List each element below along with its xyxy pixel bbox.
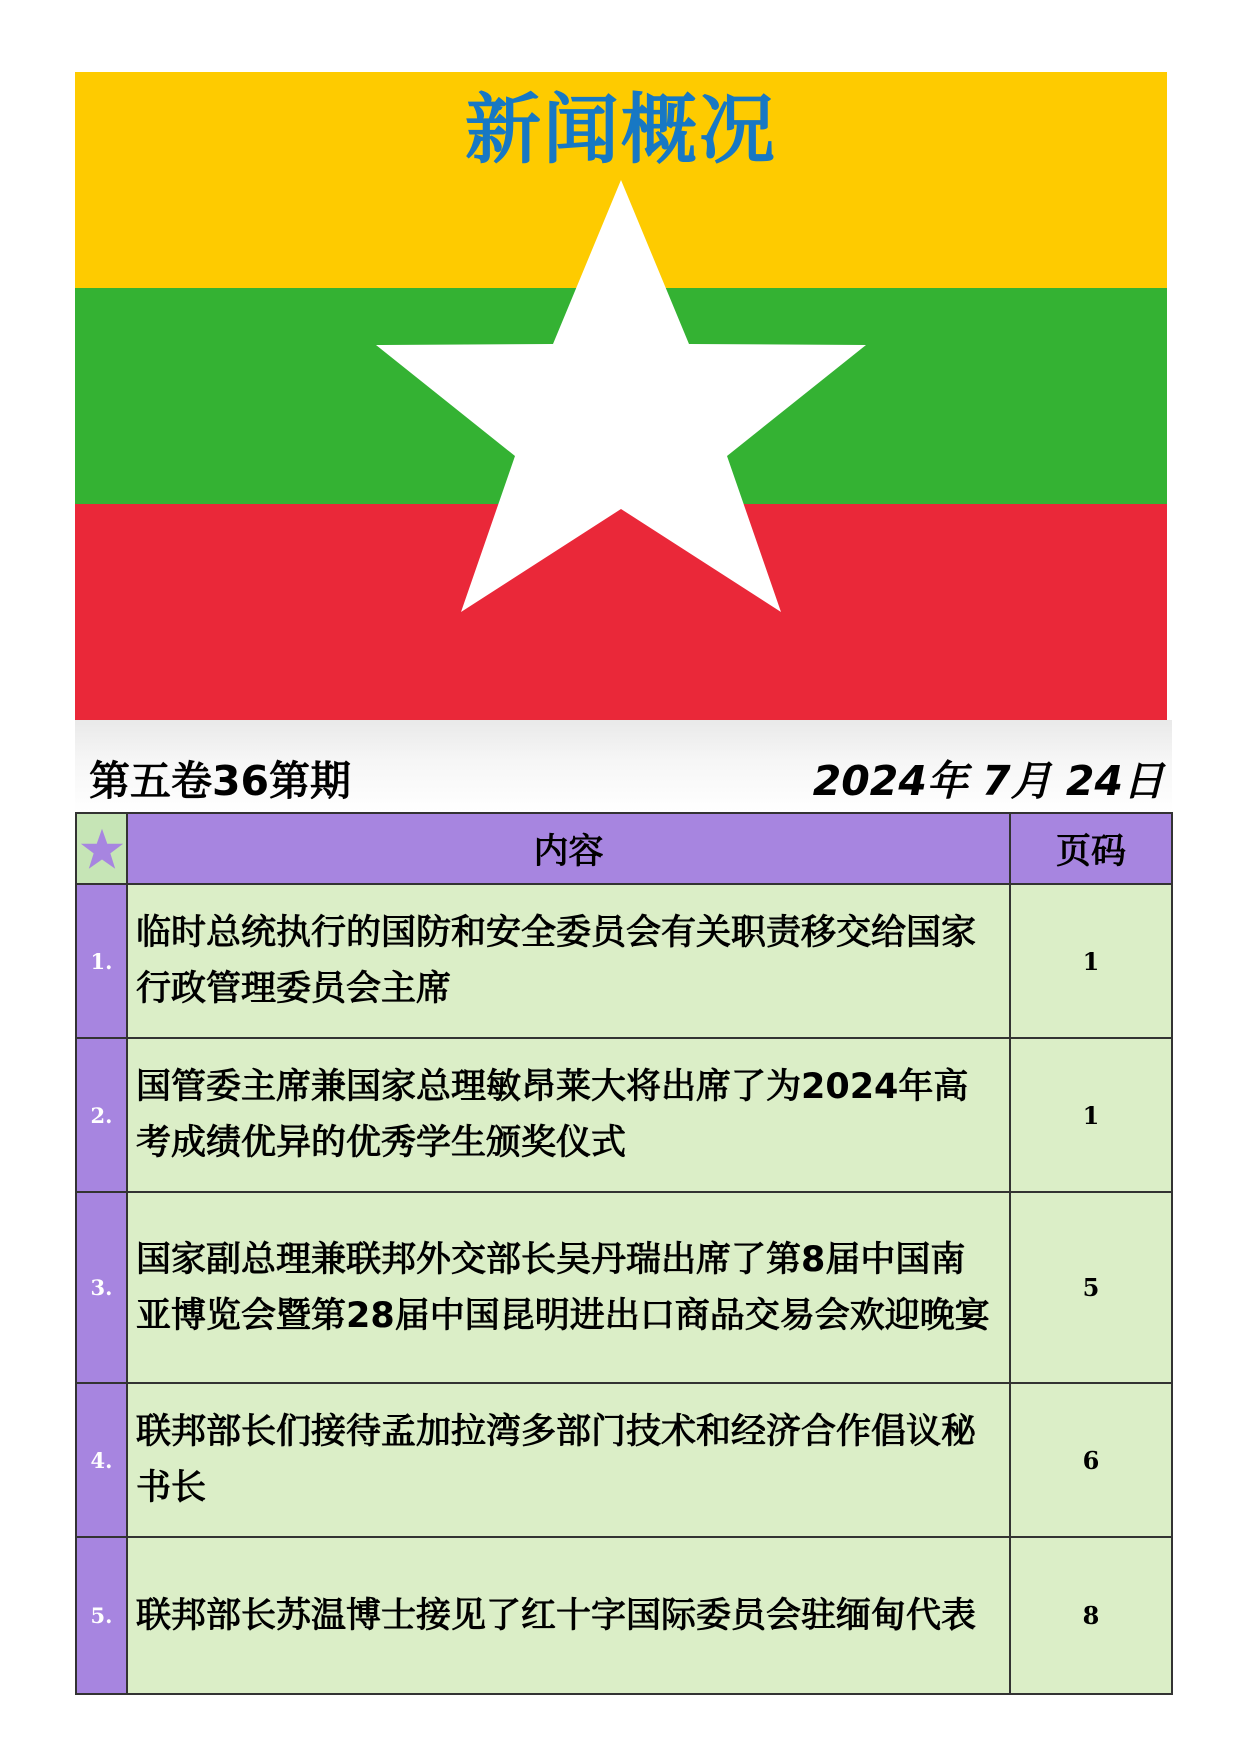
row-page: 6 xyxy=(1010,1383,1172,1537)
row-number: 4. xyxy=(76,1383,127,1537)
row-number: 3. xyxy=(76,1192,127,1383)
row-content[interactable]: 联邦部长苏温博士接见了红十字国际委员会驻缅甸代表 xyxy=(127,1537,1010,1694)
table-row[interactable] xyxy=(76,1537,1172,1694)
issue-date: 2024年 7月 24日 xyxy=(812,757,1164,805)
flag-stripe-red xyxy=(75,504,1167,720)
row-number: 2. xyxy=(76,1038,127,1192)
contents-table xyxy=(75,812,1173,1695)
row-page: 8 xyxy=(1010,1537,1172,1694)
row-content[interactable]: 国家副总理兼联邦外交部长吴丹瑞出席了第8届中国南亚博览会暨第28届中国昆明进出口商品交易会欢迎晚宴 xyxy=(127,1192,1010,1383)
row-number: 1. xyxy=(76,884,127,1038)
row-page: 1 xyxy=(1010,884,1172,1038)
table-row[interactable] xyxy=(76,1192,1172,1383)
row-content[interactable]: 国管委主席兼国家总理敏昂莱大将出席了为2024年高考成绩优异的优秀学生颁奖仪式 xyxy=(127,1038,1010,1192)
content-column-header: 内容 xyxy=(127,813,1010,884)
row-page: 5 xyxy=(1010,1192,1172,1383)
issue-volume: 第五卷36第期 xyxy=(89,757,352,805)
table-row[interactable] xyxy=(76,884,1172,1038)
contents-header-row xyxy=(76,813,1172,884)
page-column-header: 页码 xyxy=(1010,813,1172,884)
issue-bar xyxy=(75,720,1172,812)
row-page: 1 xyxy=(1010,1038,1172,1192)
star-header-cell xyxy=(76,813,127,884)
row-number: 5. xyxy=(76,1537,127,1694)
table-row[interactable] xyxy=(76,1038,1172,1192)
row-content[interactable]: 联邦部长们接待孟加拉湾多部门技术和经济合作倡议秘书长 xyxy=(127,1383,1010,1537)
table-row[interactable] xyxy=(76,1383,1172,1537)
row-content[interactable]: 临时总统执行的国防和安全委员会有关职责移交给国家行政管理委员会主席 xyxy=(127,884,1010,1038)
star-icon xyxy=(80,827,124,871)
page-title: 新闻概况 xyxy=(465,85,777,174)
